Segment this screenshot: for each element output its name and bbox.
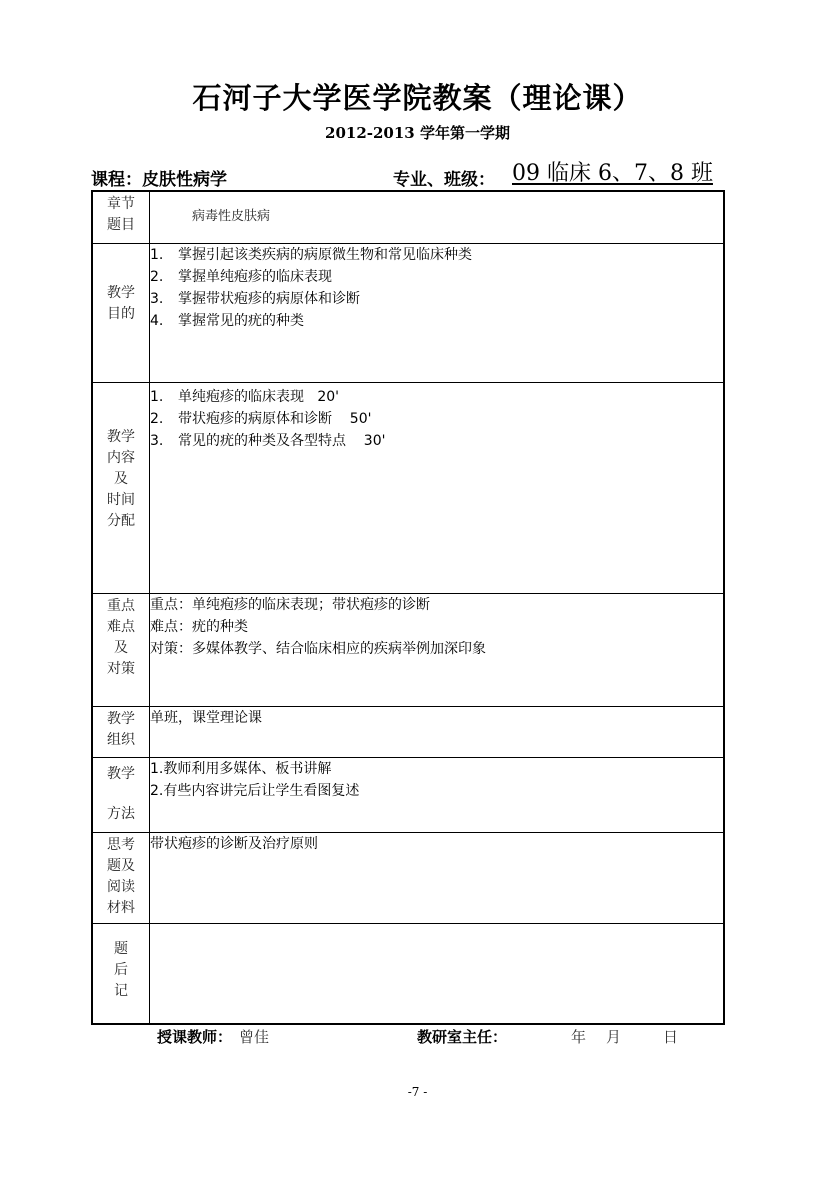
list-item: 1. 单纯疱疹的临床表现 20' bbox=[150, 388, 340, 405]
list-item: 1. 掌握引起该类疾病的病原微生物和常见临床种类 bbox=[150, 246, 472, 263]
label-content: 教学 内容 及 时间 分配 bbox=[92, 382, 150, 593]
reading-text: 带状疱疹的诊断及治疗原则 bbox=[150, 832, 725, 923]
objectives-list bbox=[150, 243, 725, 382]
label-objectives: 教学 目的 bbox=[92, 243, 150, 382]
row-content bbox=[92, 382, 724, 593]
row-objectives bbox=[92, 243, 724, 382]
focus-difficulty: 难点：疣的种类 bbox=[150, 618, 248, 635]
method-line: 2.有些内容讲完后让学生看图复述 bbox=[150, 782, 360, 799]
focus-key-point: 重点：单纯疱疹的临床表现；带状疱疹的诊断 bbox=[150, 596, 430, 613]
label-chapter: 章节 题目 bbox=[92, 191, 150, 243]
class-value: 09 临床 6、7、8 班 bbox=[512, 161, 713, 186]
term-label: 2012-2013 学年第一学期 bbox=[325, 124, 510, 142]
row-chapter bbox=[92, 191, 724, 243]
row-method bbox=[92, 757, 724, 832]
row-focus bbox=[92, 593, 724, 706]
row-organization bbox=[92, 706, 724, 757]
postscript-text bbox=[150, 923, 725, 1024]
major-label: 专业、班级： bbox=[393, 170, 495, 190]
teacher-label: 授课教师： bbox=[157, 1028, 233, 1046]
method-text bbox=[150, 757, 725, 832]
label-postscript: 题 后 记 bbox=[92, 923, 150, 1024]
course-line bbox=[91, 165, 227, 190]
row-reading bbox=[92, 832, 724, 923]
document-title: 石河子大学医学院教案（理论课） bbox=[192, 81, 643, 115]
list-item: 2. 掌握单纯疱疹的临床表现 bbox=[150, 268, 332, 285]
course-value: 皮肤性病学 bbox=[142, 170, 227, 190]
focus-text bbox=[150, 593, 725, 706]
teacher-name: 曾佳 bbox=[239, 1028, 270, 1046]
method-line: 1.教师利用多媒体、板书讲解 bbox=[150, 760, 332, 777]
date-year: 年 bbox=[571, 1028, 587, 1046]
list-item: 4. 掌握常见的疣的种类 bbox=[150, 312, 304, 329]
label-method: 教学 方法 bbox=[92, 757, 150, 832]
label-organization: 教学 组织 bbox=[92, 706, 150, 757]
label-reading: 思考 题及 阅读 材料 bbox=[92, 832, 150, 923]
list-item: 2. 带状疱疹的病原体和诊断 50' bbox=[150, 410, 372, 427]
course-label: 课程： bbox=[91, 170, 142, 190]
list-item: 3. 掌握带状疱疹的病原体和诊断 bbox=[150, 290, 360, 307]
page-number: -7 - bbox=[407, 1085, 428, 1099]
date-month: 月 bbox=[606, 1028, 622, 1046]
focus-strategy: 对策：多媒体教学、结合临床相应的疾病举例加深印象 bbox=[150, 640, 486, 657]
date-day: 日 bbox=[663, 1028, 679, 1046]
list-item: 3. 常见的疣的种类及各型特点 30' bbox=[150, 432, 386, 449]
label-focus: 重点 难点 及 对策 bbox=[92, 593, 150, 706]
chapter-title: 病毒性皮肤病 bbox=[150, 191, 725, 243]
content-list bbox=[150, 382, 725, 593]
row-postscript bbox=[92, 923, 724, 1024]
director-label: 教研室主任： bbox=[417, 1028, 508, 1046]
organization-text: 单班，课堂理论课 bbox=[150, 706, 725, 757]
lesson-plan-table bbox=[91, 190, 725, 1025]
